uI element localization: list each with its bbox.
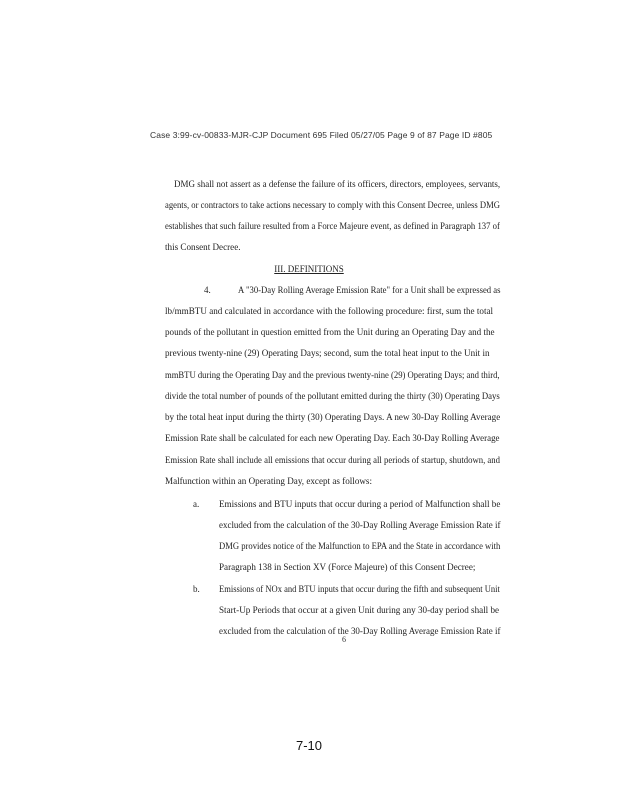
paragraph-line: previous twenty-nine (29) Operating Days; second, sum the total heat input to the Unit in <box>165 348 490 358</box>
paragraph-line: Emission Rate shall be calculated for each new Operating Day. Each 30-Day Rolling Average <box>165 433 500 443</box>
subitem-line: Emissions of NOx and BTU inputs that occur during the fifth and subsequent Unit <box>219 584 500 594</box>
intro-line: agents, or contractors to take actions necessary to comply with this Consent Decree, unless DMG <box>165 200 500 210</box>
paragraph-line: by the total heat input during the thirty (30) Operating Days. A new 30-Day Rolling Average <box>165 412 501 422</box>
paragraph-line: Emission Rate shall include all emissions that occur during all periods of startup, shutdown, and <box>165 455 501 465</box>
page-number: 6 <box>342 635 346 644</box>
paragraph-line: pounds of the pollutant in question emitted from the Unit during an Operating Day and the <box>165 327 495 337</box>
intro-line: establishes that such failure resulted from a Force Majeure event, as defined in Paragraph 137 of <box>165 221 500 231</box>
intro-line: this Consent Decree. <box>165 242 241 252</box>
subitem-line: Emissions and BTU inputs that occur during a period of Malfunction shall be <box>219 499 501 509</box>
subitem-line: Start-Up Periods that occur at a given Unit during any 30-day period shall be <box>219 605 500 615</box>
case-header: Case 3:99-cv-00833-MJR-CJP Document 695 Filed 05/27/05 Page 9 of 87 Page ID #805 <box>150 130 493 140</box>
subitem-marker: a. <box>193 499 200 509</box>
subitem-line: Paragraph 138 in Section XV (Force Majeure) of this Consent Decree; <box>219 562 476 572</box>
intro-line: DMG shall not assert as a defense the failure of its officers, directors, employees, servants, <box>174 179 501 189</box>
paragraph-line: mmBTU during the Operating Day and the previous twenty-nine (29) Operating Days; and third, <box>165 370 500 380</box>
paragraph-number: 4. <box>204 285 211 295</box>
paragraph-line: lb/mmBTU and calculated in accordance with the following procedure: first, sum the total <box>165 306 494 316</box>
subitem-line: excluded from the calculation of the 30-Day Rolling Average Emission Rate if <box>219 626 501 636</box>
subitem-line: DMG provides notice of the Malfunction to EPA and the State in accordance with <box>219 541 501 551</box>
subitem-line: excluded from the calculation of the 30-Day Rolling Average Emission Rate if <box>219 520 501 530</box>
footer-label: 7-10 <box>295 738 323 753</box>
paragraph-line: A "30-Day Rolling Average Emission Rate" for a Unit shall be expressed as <box>238 285 501 295</box>
section-heading: III. DEFINITIONS <box>274 264 344 274</box>
subitem-marker: b. <box>193 584 200 594</box>
paragraph-line: Malfunction within an Operating Day, except as follows: <box>165 476 372 486</box>
paragraph-line: divide the total number of pounds of the pollutant emitted during the thirty (30) Operating Days <box>165 391 500 401</box>
